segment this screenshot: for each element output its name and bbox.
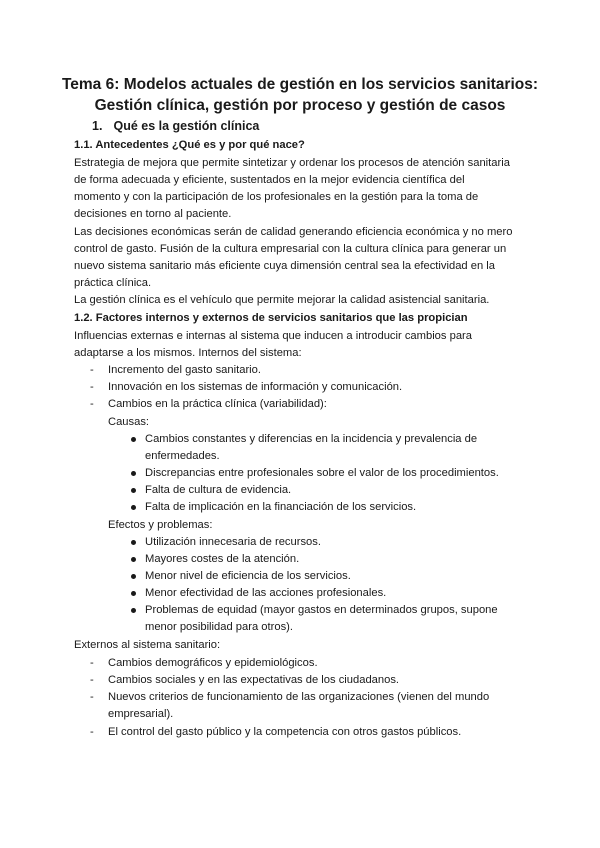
paragraph-line: control de gasto. Fusión de la cultura empresarial con la cultura clínica para generar un [74,243,507,255]
list-item: Problemas de equidad (mayor gastos en determinados grupos, supone [145,604,498,616]
bullet-icon [131,505,136,510]
list-item-continuation: menor posibilidad para otros). [145,621,293,633]
list-item: Cambios demográficos y epidemiológicos. [108,657,318,669]
paragraph-line: La gestión clínica es el vehículo que permite mejorar la calidad asistencial sanitaria. [74,294,490,306]
paragraph-line: Estrategia de mejora que permite sintetizar y ordenar los procesos de atención sanitaria [74,157,510,169]
causes-label: Causas: [108,416,150,428]
list-item: Menor nivel de eficiencia de los servicios. [145,570,351,582]
list-item-continuation: empresarial). [108,708,174,720]
bullet-icon [131,557,136,562]
list-item: Nuevos criterios de funcionamiento de las organizaciones (vienen del mundo [108,691,490,703]
bullet-icon [131,591,136,596]
bullet-icon [131,471,136,476]
external-label: Externos al sistema sanitario: [74,639,221,651]
paragraph-line: Influencias externas e internas al sistema que inducen a introducir cambios para [74,330,472,342]
paragraph-line: momento y con la participación de los profesionales en la gestión para la toma de [74,191,479,203]
list-item: Innovación en los sistemas de información y comunicación. [108,381,403,393]
bullet-icon [131,608,136,613]
list-item: Cambios en la práctica clínica (variabilidad): [108,398,327,410]
dash-marker: - [90,674,94,686]
list-item: El control del gasto público y la competencia con otros gastos públicos. [108,726,462,738]
paragraph-line: nuevo sistema sanitario más eficiente cuya dimensión central sea la efectividad en la [74,260,496,272]
list-item: Cambios constantes y diferencias en la incidencia y prevalencia de [145,433,478,445]
list-item: Cambios sociales y en las expectativas de los ciudadanos. [108,674,400,686]
dash-marker: - [90,726,94,738]
bullet-icon [131,437,136,442]
page-title-line-1: Tema 6: Modelos actuales de gestión en los servicios sanitarios: [61,76,539,93]
subsection-1-1-heading: 1.1. Antecedentes ¿Qué es y por qué nace? [74,139,305,151]
dash-marker: - [90,398,94,410]
section-1-number: 1. [92,119,103,133]
list-item: Mayores costes de la atención. [145,553,300,565]
dash-marker: - [90,657,94,669]
section-1-title: Qué es la gestión clínica [113,119,260,133]
list-item: Utilización innecesaria de recursos. [145,536,321,548]
paragraph-line: de forma adecuada y eficiente, sustentados en la mejor evidencia científica del [74,174,465,186]
paragraph-line: Las decisiones económicas serán de calidad generando eficiencia económica y no mero [74,226,513,238]
dash-marker: - [90,364,94,376]
bullet-icon [131,574,136,579]
page-title-line-2: Gestión clínica, gestión por proceso y gestión de casos [94,97,506,114]
list-item: Falta de implicación en la financiación de los servicios. [145,501,417,513]
list-item: Incremento del gasto sanitario. [108,364,261,376]
paragraph-line: adaptarse a los mismos. Internos del sistema: [74,347,302,359]
effects-label: Efectos y problemas: [108,519,213,531]
bullet-icon [131,540,136,545]
list-item: Menor efectividad de las acciones profesionales. [145,587,387,599]
list-item: Discrepancias entre profesionales sobre el valor de los procedimientos. [145,467,499,479]
paragraph-line: decisiones en torno al paciente. [74,208,232,220]
bullet-icon [131,488,136,493]
dash-marker: - [90,691,94,703]
list-item-continuation: enfermedades. [145,450,220,462]
list-item: Falta de cultura de evidencia. [145,484,292,496]
dash-marker: - [90,381,94,393]
paragraph-line: práctica clínica. [74,277,152,289]
section-1-heading [92,119,259,133]
subsection-1-2-heading: 1.2. Factores internos y externos de servicios sanitarios que las propician [74,312,468,324]
